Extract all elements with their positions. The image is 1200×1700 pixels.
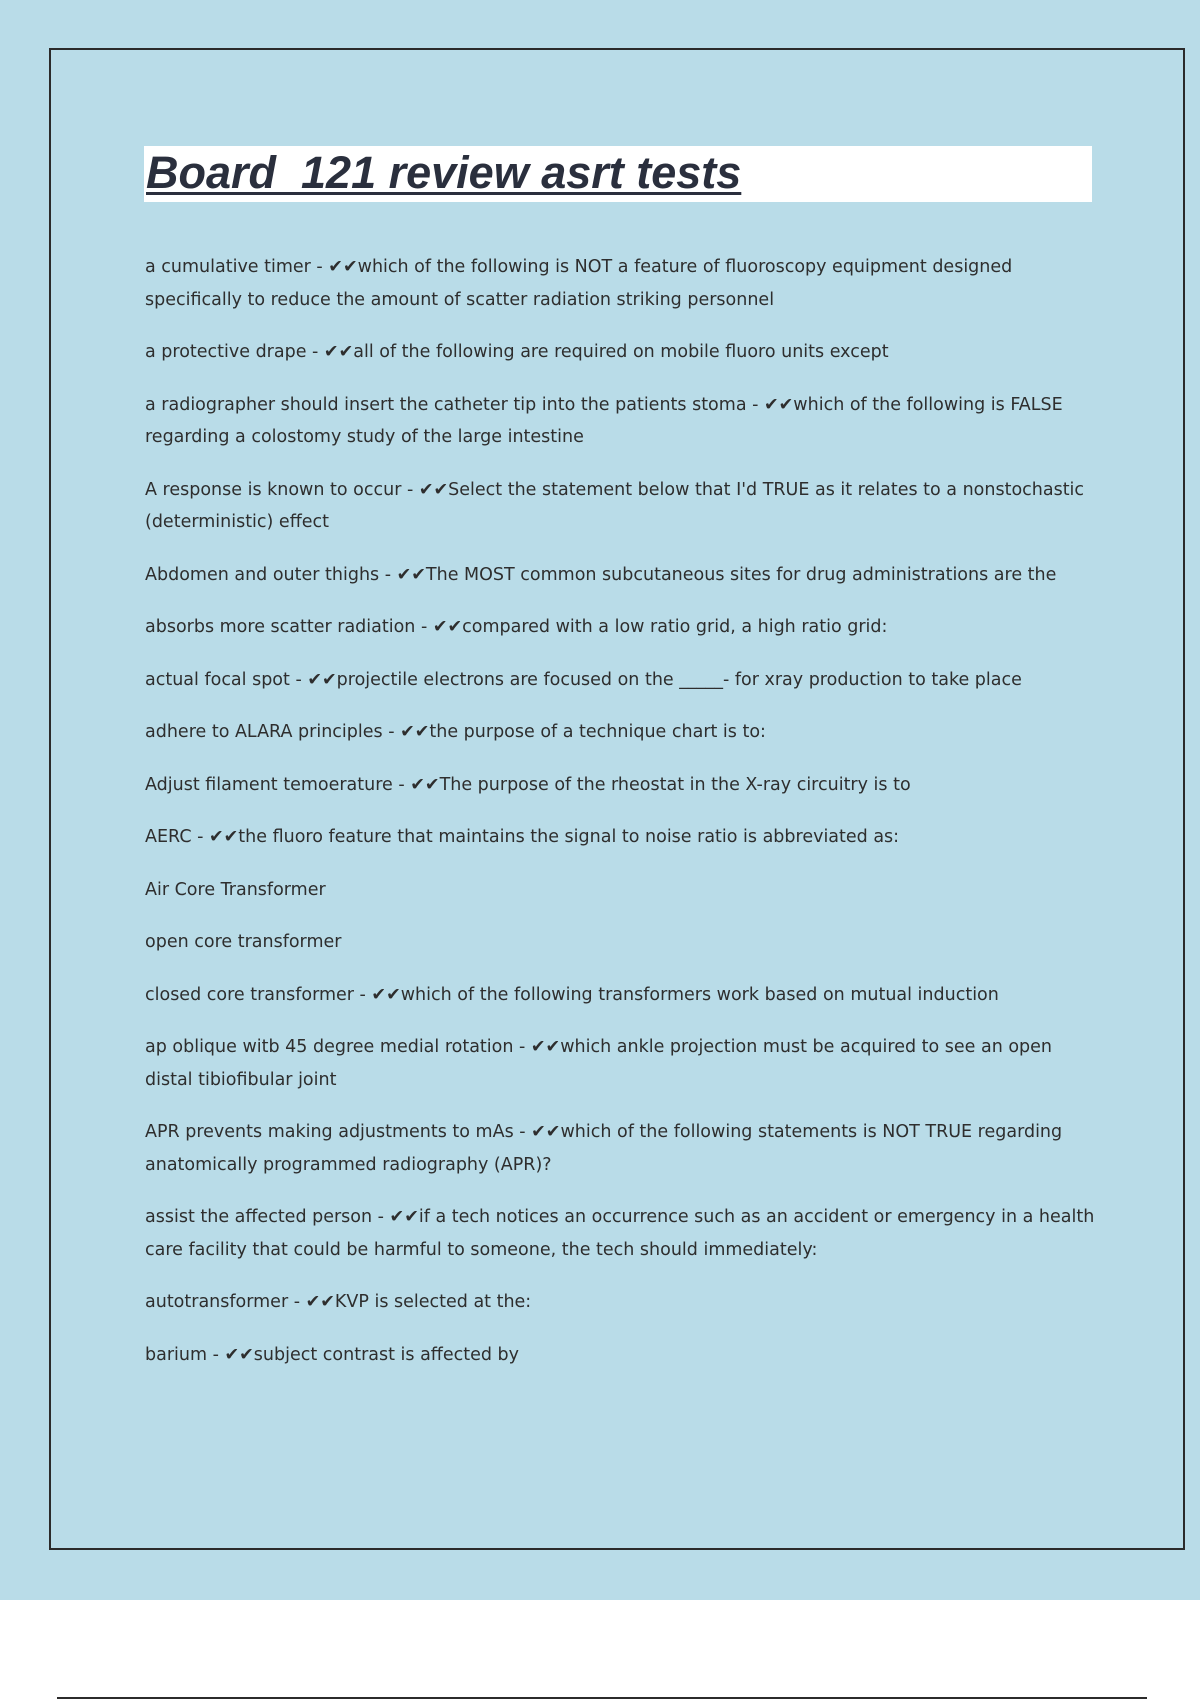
entry-item: A response is known to occur - ✔✔Select the statement below that I'd TRUE as it relates to a nonstochastic (deterministic) effect [145,479,1085,532]
entry-item: closed core transformer - ✔✔which of the following transformers work based on mutual induction [145,984,999,1005]
entry-item: Abdomen and outer thighs - ✔✔The MOST common subcutaneous sites for drug administrations are the [145,564,1057,585]
entry-item: barium - ✔✔subject contrast is affected by [145,1344,520,1365]
document-title: Board 121 review asrt tests [146,147,742,198]
footer-divider [57,1697,1147,1699]
entry-item: a radiographer should insert the catheter tip into the patients stoma - ✔✔which of the following is FALSE regarding a colostomy study of the large intestine [145,394,1063,447]
entry-item: absorbs more scatter radiation - ✔✔compared with a low ratio grid, a high ratio grid: [145,617,888,637]
entry-item: actual focal spot - ✔✔projectile electrons are focused on the _____- for xray production to take place [145,669,1022,690]
entry-item: a cumulative timer - ✔✔which of the following is NOT a feature of fluoroscopy equipment designed specifically to reduce the amount of scatter radiation striking personnel [145,257,1013,310]
entry-item: adhere to ALARA principles - ✔✔the purpose of a technique chart is to: [145,722,766,742]
entry-item: assist the affected person - ✔✔if a tech notices an occurrence such as an accident or emergency in a health care facility that could be harmful to someone, the tech should immediately: [145,1207,1095,1260]
entry-list [145,251,1095,1391]
entry-item: Adjust filament temoerature - ✔✔The purpose of the rheostat in the X-ray circuitry is to [145,774,911,795]
entry-item: APR prevents making adjustments to mAs - ✔✔which of the following statements is NOT TRUE regarding anatomically programmed radiography (APR)? [145,1122,1063,1175]
entry-item: Air Core Transformer [145,879,326,900]
entry-item: a protective drape - ✔✔all of the following are required on mobile fluoro units except [145,342,889,362]
entry-item: ap oblique witb 45 degree medial rotation - ✔✔which ankle projection must be acquired to see an open distal tibiofibular joint [145,1037,1053,1090]
entry-item: open core transformer [145,932,342,952]
entry-item: AERC - ✔✔the fluoro feature that maintains the signal to noise ratio is abbreviated as: [145,827,900,847]
entry-item: autotransformer - ✔✔KVP is selected at the: [145,1292,532,1312]
